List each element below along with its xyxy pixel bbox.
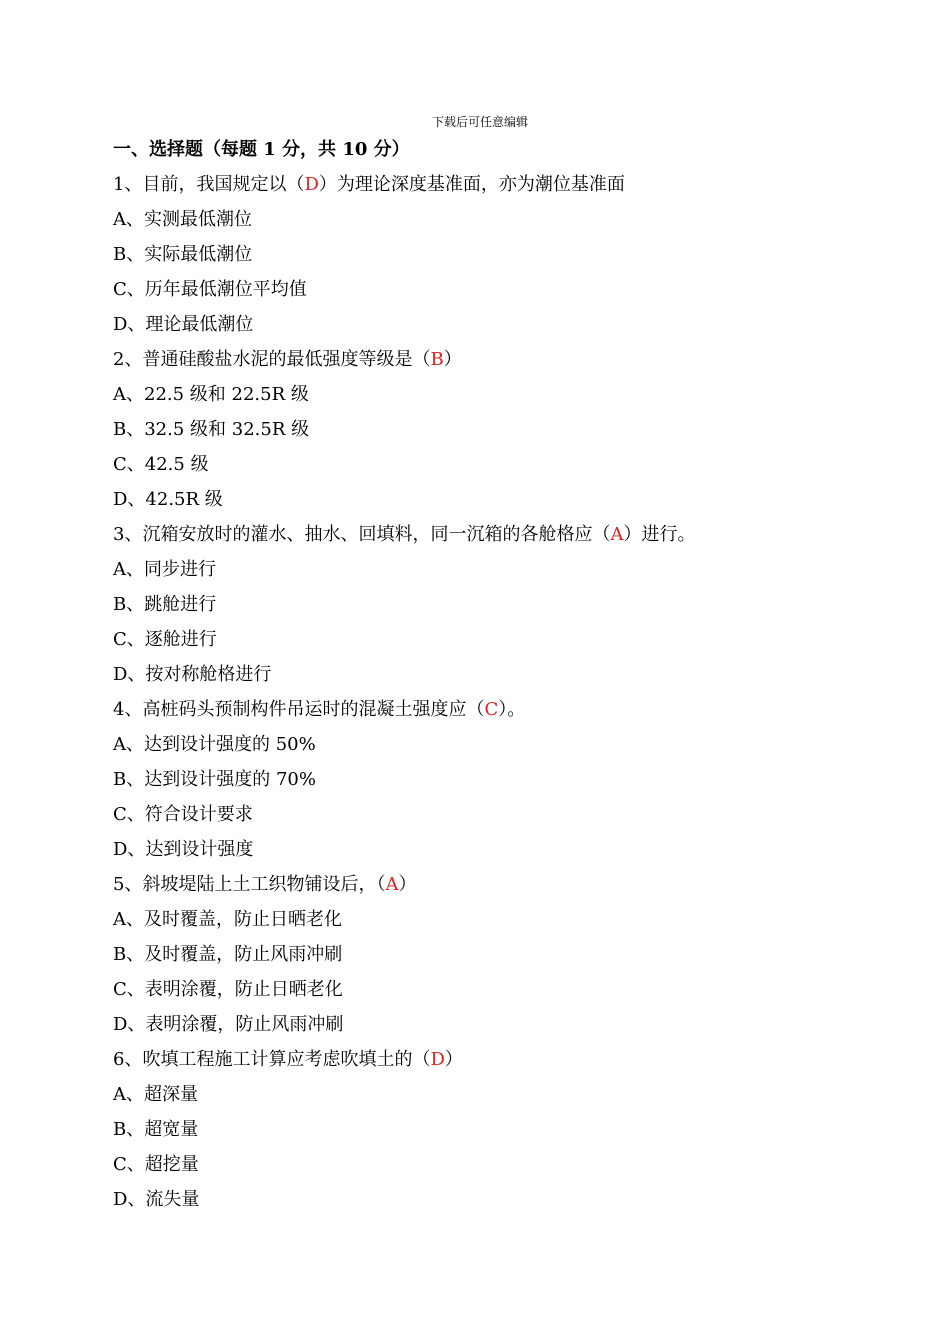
answer-option: A、实测最低潮位 — [113, 209, 252, 230]
answer-option: B、及时覆盖，防止风雨冲刷 — [113, 944, 343, 965]
answer-option: C、42.5 级 — [113, 454, 209, 475]
question-stem — [113, 167, 893, 202]
question-text-before: 2、普通硅酸盐水泥的最低强度等级是（ — [113, 349, 431, 370]
question-text-after: ） — [444, 1049, 463, 1070]
question-stem — [113, 342, 893, 377]
answer-letter: D — [430, 1049, 445, 1070]
answer-option: D、42.5R 级 — [113, 489, 223, 510]
answer-option: D、达到设计强度 — [113, 839, 254, 860]
question-list — [113, 167, 893, 1217]
answer-option: D、流失量 — [113, 1189, 200, 1210]
question-text-before: 1、目前，我国规定以（ — [113, 174, 305, 195]
answer-option: B、超宽量 — [113, 1119, 199, 1140]
answer-option: D、表明涂覆，防止风雨冲刷 — [113, 1014, 344, 1035]
question-text-before: 6、吹填工程施工计算应考虑吹填土的（ — [113, 1049, 431, 1070]
answer-option: D、理论最低潮位 — [113, 314, 254, 335]
answer-option: A、达到设计强度的 50% — [113, 734, 316, 755]
question-text-after: ）。 — [498, 699, 526, 720]
answer-option: A、超深量 — [113, 1084, 198, 1105]
question-stem — [113, 692, 893, 727]
answer-letter: A — [385, 874, 399, 895]
answer-option: B、达到设计强度的 70% — [113, 769, 316, 790]
answer-option: C、超挖量 — [113, 1154, 199, 1175]
question-text-before: 3、沉箱安放时的灌水、抽水、回填料，同一沉箱的各舱格应（ — [113, 524, 611, 545]
answer-option: A、及时覆盖，防止日晒老化 — [113, 909, 342, 930]
answer-letter: B — [430, 349, 444, 370]
question-text-before: 5、斜坡堤陆上土工织物铺设后，（ — [113, 874, 386, 895]
answer-option: A、22.5 级和 22.5R 级 — [113, 384, 309, 405]
answer-option: B、32.5 级和 32.5R 级 — [113, 419, 310, 440]
document-body — [113, 132, 893, 1217]
answer-option: C、历年最低潮位平均值 — [113, 279, 307, 300]
answer-letter: A — [610, 524, 624, 545]
answer-option: B、跳舱进行 — [113, 594, 217, 615]
section-title: 一、选择题（每题 1 分，共 10 分） — [113, 139, 410, 160]
answer-option: D、按对称舱格进行 — [113, 664, 272, 685]
question-stem — [113, 517, 893, 552]
answer-option: C、符合设计要求 — [113, 804, 253, 825]
answer-letter: C — [484, 699, 499, 720]
answer-option: C、逐舱进行 — [113, 629, 217, 650]
question-text-before: 4、高桩码头预制构件吊运时的混凝土强度应（ — [113, 699, 485, 720]
answer-option: C、表明涂覆，防止日晒老化 — [113, 979, 343, 1000]
page-header: 下载后可任意编辑 — [431, 115, 528, 129]
answer-letter: D — [304, 174, 319, 195]
answer-option: B、实际最低潮位 — [113, 244, 253, 265]
question-text-after: ） — [398, 874, 417, 895]
question-text-after: ）进行。 — [623, 524, 696, 545]
question-text-after: ） — [443, 349, 462, 370]
answer-option: A、同步进行 — [113, 559, 216, 580]
question-stem — [113, 867, 893, 902]
question-text-after: ）为理论深度基准面，亦为潮位基准面 — [318, 174, 625, 195]
question-stem — [113, 1042, 893, 1077]
